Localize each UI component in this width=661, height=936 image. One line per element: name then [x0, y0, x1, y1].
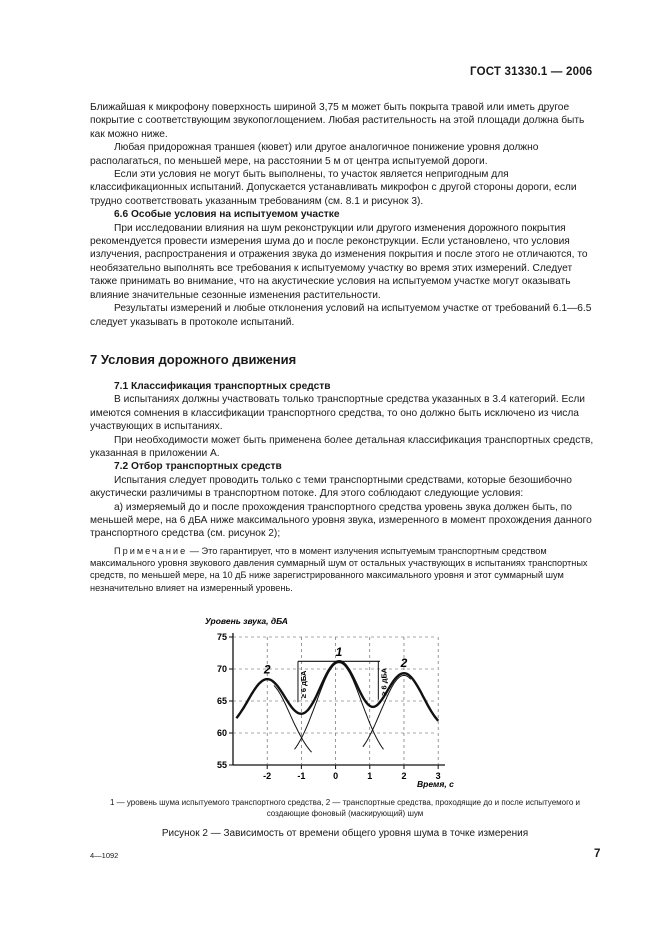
y-tick-label: 70	[216, 664, 227, 674]
curve-label: 2	[263, 662, 271, 677]
y-tick-label: 55	[216, 760, 227, 770]
section-heading-7-1: 7.1 Классификация транспортных средств	[114, 381, 331, 392]
paragraph: Результаты измерений и любые отклонения условий на испытуемом участке от требований 6.1—6.5 следует указывать в протоколе испытаний.	[90, 303, 592, 328]
chart-labels	[263, 645, 408, 698]
paragraph: При необходимости может быть применена более детальная классификация транспортных средств, указанная в приложении А.	[90, 434, 594, 460]
x-axis-label: Время, с	[417, 779, 454, 789]
body-text-block	[90, 101, 600, 329]
delta-annotation: ≥ 6 дБА	[379, 667, 389, 696]
noise-level-chart	[205, 612, 455, 790]
note-label: Примечание	[114, 545, 188, 556]
paragraph: Любая придорожная траншея (кювет) или другое аналогичное понижение уровня должно располагаться, по меньшей мере, на расстоянии 5 м от центра испытуемой дороги.	[90, 142, 539, 167]
y-tick-label: 60	[216, 728, 227, 738]
document-header: ГОСТ 31330.1 — 2006	[470, 66, 593, 78]
note	[90, 545, 600, 594]
paragraph: При исследовании влияния на шум реконструкции или другого изменения дорожного покрытия рекомендуется провести измерения шума до и после реконструкции. Если установлено, что условия излучения, распространения и отражения звука до изменения покрытия и после этого не отличаются, то необязательно выполнять все требования к испытуемому участку во время этих измерений. Следует также принимать во внимание, что на акустические условия на испытуемом участке могут оказывать влияние значительные сезонные изменения растительности.	[90, 222, 588, 301]
x-tick-label: -2	[263, 771, 272, 781]
body-text-block-2	[90, 380, 600, 594]
x-tick-label: 2	[401, 771, 407, 781]
y-tick-label: 75	[216, 632, 227, 642]
y-axis-label: Уровень звука, дБА	[205, 616, 288, 626]
paragraph: Ближайшая к микрофону поверхность шириной 3,75 м может быть покрыта травой или иметь другое покрытие с соответствующим звукопоглощением. Любая растительность на этой площади должна быть как можно ниже.	[90, 102, 585, 140]
print-code: 4—1092	[90, 851, 119, 860]
page-number: 7	[594, 848, 601, 860]
x-tick-label: 3	[435, 771, 441, 781]
x-tick-label: 1	[367, 771, 373, 781]
figure-legend: 1 — уровень шума испытуемого транспортного средства, 2 — транспортные средства, проходящие до и после испытуемого и создающие фоновый (маскирующий) шум	[110, 798, 580, 818]
section-heading-7-2: 7.2 Отбор транспортных средств	[114, 461, 282, 473]
y-tick-label: 65	[216, 696, 227, 706]
x-tick-label: 0	[333, 771, 339, 781]
paragraph: Если эти условия не могут быть выполнены, то участок является непригодным для классификационных испытаний. Допускается устанавливать микрофон с другой стороны дороги, если трудно соответствовать указанным требованиям (см. 8.1 и рисунок 3).	[90, 169, 577, 207]
delta-annotation: ≥ 6 дБА	[298, 670, 308, 699]
curve-label: 2	[400, 656, 408, 671]
curve-label: 1	[335, 645, 343, 660]
paragraph: а) измеряемый до и после прохождения транспортного средства уровень звука должен быть, по меньшей мере, на 6 дБА ниже максимального уровня звука, измеренного в момент прохождения данного транспортного средства (см. рисунок 2);	[90, 501, 592, 540]
x-tick-label: -1	[297, 771, 306, 781]
paragraph: В испытаниях должны участвовать только транспортные средства указанных в 3.4 категорий. Если имеются сомнения в классификации транспортного средства, то оно должно быть исключено из числа участвующих в испытаниях.	[90, 394, 585, 433]
figure-caption: Рисунок 2 — Зависимость от времени общего уровня шума в точке измерения	[161, 828, 529, 839]
section-heading-6-6: 6.6 Особые условия на испытуемом участке	[114, 209, 340, 221]
paragraph: Испытания следует проводить только с теми транспортными средствами, которые безошибочно акустически различимы в транспортном потоке. Для этого соблюдают следующие условия:	[90, 474, 572, 500]
chart-ticks	[217, 632, 441, 781]
section-heading-7: 7 Условия дорожного движения	[90, 352, 297, 367]
note-text: — Это гарантирует, что в момент излучения испытуемым транспортным средством максимального уровня звукового давления суммарный шум от остальных участвующих в испытаниях транспортных средств, по меньшей мере, на 10 дБ ниже зарегистрированного максимального уровня и этот суммарный шум незначительно влияет на измеренный уровень.	[90, 545, 588, 593]
